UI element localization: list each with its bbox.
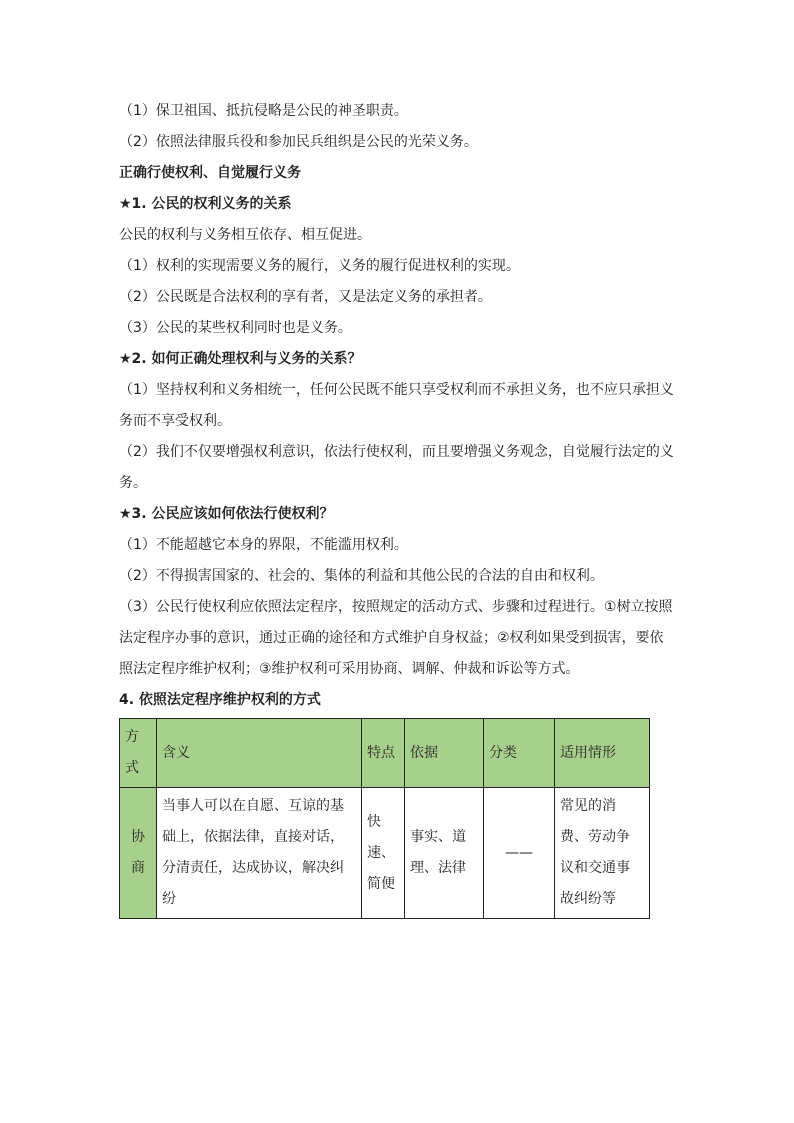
table-row (120, 788, 650, 919)
text-line: （2）不得损害国家的、社会的、集体的利益和其他公民的合法的自由和权利。 (119, 568, 604, 584)
text-line: 公民的权利与义务相互依存、相互促进。 (119, 227, 371, 243)
text-line: （2）依照法律服兵役和参加民兵组织是公民的光荣义务。 (119, 134, 478, 150)
cell-text: 故纠纷等 (560, 891, 616, 907)
cell-text: 当事人可以在自愿、互谅的基 (162, 798, 344, 814)
cell-text: 础上，依据法律，直接对话， (162, 829, 344, 845)
text-line: 务而不享受权利。 (119, 413, 231, 429)
table-header-row (120, 719, 650, 788)
subsection-heading: ★3. 公民应该如何依法行使权利？ (119, 506, 334, 522)
subsection-heading: ★1. 公民的权利义务的关系 (119, 196, 292, 212)
cell-text: 协 (131, 829, 145, 845)
row-label-cell (120, 788, 157, 919)
cell-text: 简便 (367, 875, 395, 892)
header-text: 式 (125, 760, 139, 776)
text-line: （2）我们不仅要增强权利意识，依法行使权利，而且要增强义务观念，自觉履行法定的义 (119, 444, 674, 460)
cell-text: 常见的消 (560, 798, 616, 814)
category-cell: —— (484, 788, 555, 919)
header-cell-method (120, 719, 157, 788)
text-line: 照法定程序维护权利；③维护权利可采用协商、调解、仲裁和诉讼等方式。 (119, 661, 580, 677)
meaning-cell (157, 788, 362, 919)
text-line: （1）坚持权利和义务相统一，任何公民既不能只享受权利而不承担义务，也不应只承担义 (119, 382, 674, 398)
header-cell-feature: 特点 (362, 719, 405, 788)
cell-text: 快 (367, 813, 381, 830)
cell-text: 速、 (367, 844, 395, 861)
cell-text: 分清责任，达成协议，解决纠 (162, 860, 344, 876)
text-line: （1）权利的实现需要义务的履行，义务的履行促进权利的实现。 (119, 258, 520, 274)
section-heading: 正确行使权利、自觉履行义务 (119, 165, 301, 181)
text-line: （1）不能超越它本身的界限，不能滥用权利。 (119, 537, 408, 553)
cell-text: 纷 (162, 891, 176, 907)
subsection-heading: ★2. 如何正确处理权利与义务的关系？ (119, 351, 362, 367)
header-cell-scenario: 适用情形 (555, 719, 650, 788)
document-body (119, 96, 679, 919)
rights-methods-table (119, 718, 650, 919)
header-cell-category: 分类 (484, 719, 555, 788)
text-line: （1）保卫祖国、抵抗侵略是公民的神圣职责。 (119, 103, 408, 119)
text-line: （2）公民既是合法权利的享有者，又是法定义务的承担者。 (119, 289, 492, 305)
basis-cell (405, 788, 484, 919)
subsection-heading: 4. 依照法定程序维护权利的方式 (119, 692, 321, 708)
header-cell-basis: 依据 (405, 719, 484, 788)
text-line: 务。 (119, 475, 147, 491)
text-line: （3）公民的某些权利同时也是义务。 (119, 320, 352, 336)
cell-text: 议和交通事 (560, 860, 630, 876)
header-cell-meaning: 含义 (157, 719, 362, 788)
cell-text: 费、劳动争 (560, 829, 630, 845)
feature-cell (362, 788, 405, 919)
header-text: 方 (125, 729, 139, 745)
cell-text: 理、法律 (410, 860, 466, 876)
scenario-cell (555, 788, 650, 919)
cell-text: 商 (131, 860, 145, 876)
cell-text: 事实、道 (410, 829, 466, 845)
text-line: 法定程序办事的意识，通过正确的途径和方式维护自身权益；②权利如果受到损害，要依 (119, 630, 664, 646)
text-line: （3）公民行使权利应依照法定程序，按照规定的活动方式、步骤和过程进行。①树立按照 (119, 599, 673, 615)
